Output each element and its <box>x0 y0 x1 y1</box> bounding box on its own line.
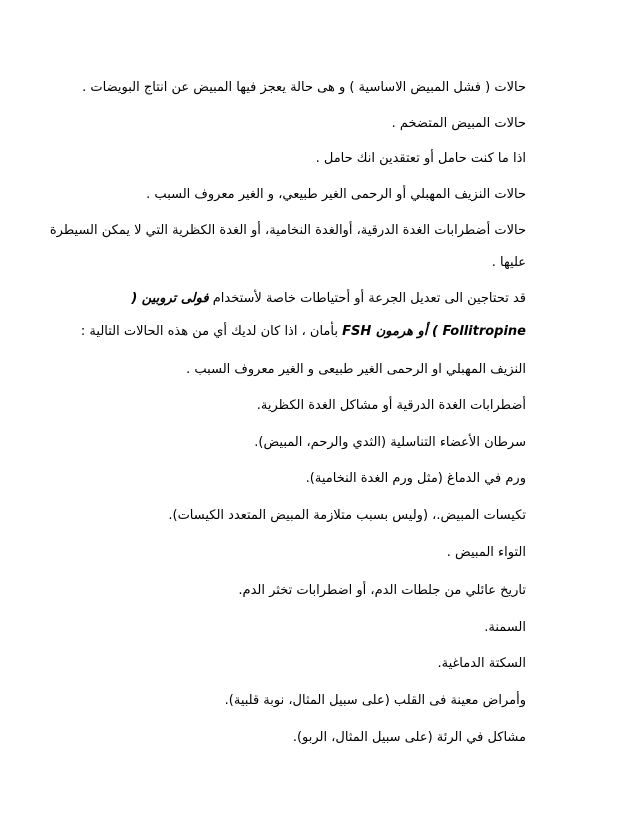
drug-name-latin: Follitropine ) أو هرمون FSH <box>342 324 526 339</box>
list-item: أضطرابات الغدة الدرقية أو مشاكل الغدة الكظرية. <box>256 398 526 413</box>
para-line-4: حالات النزيف المهبلي أو الرحمى الغير طبيعي، و الغير معروف السبب . <box>146 187 526 202</box>
para-line-8-text: بأمان ، اذا كان لديك أي من هذه الحالات التالية : <box>80 324 338 339</box>
list-item: السمنة. <box>484 620 526 635</box>
para-line-7-text: قد تحتاجين الى تعديل الجرعة أو أحتياطات خاصة لأستخدام <box>212 291 526 306</box>
list-item: سرطان الأعضاء التناسلية (الثدي والرحم، المبيض). <box>254 435 526 450</box>
para-line-3: اذا ما كنت حامل أو تعتقدين انك حامل . <box>315 151 526 166</box>
para-line-7 <box>131 290 526 308</box>
list-item: التواء المبيض . <box>446 545 526 560</box>
list-item: وأمراض معينة فى القلب (على سبيل المثال، نوبة قلبية). <box>224 693 526 708</box>
para-line-5: حالات أضطرابات الغدة الدرقية، أوالغدة النخامية، أو الغدة الكظرية التي لا يمكن السيطرة <box>49 223 526 238</box>
list-item: النزيف المهبلي او الرحمى الغير طبيعى و الغير معروف السبب . <box>186 362 526 377</box>
para-line-8 <box>81 323 526 341</box>
list-item: ورم في الدماغ (مثل ورم الغدة النخامية). <box>305 471 526 486</box>
para-line-6: عليها . <box>491 255 526 270</box>
list-item: تاريخ عائلي من جلطات الدم، أو اضطرابات تخثر الدم. <box>238 583 526 598</box>
para-line-1: حالات ( فشل المبيض الاساسية ) و هى حالة يعجز فيها المبيض عن انتاج البويضات . <box>82 80 526 95</box>
para-line-2: حالات المبيض المتضخم . <box>391 116 526 131</box>
drug-name-arabic: فولى تروبين ( <box>131 291 209 306</box>
list-item: السكتة الدماغية. <box>437 656 526 671</box>
list-item: تكيسات المبيض.، (وليس بسبب متلازمة المبيض المتعدد الكيسات). <box>168 508 526 523</box>
list-item: مشاكل في الرئة (على سبيل المثال، الربو). <box>292 730 526 745</box>
